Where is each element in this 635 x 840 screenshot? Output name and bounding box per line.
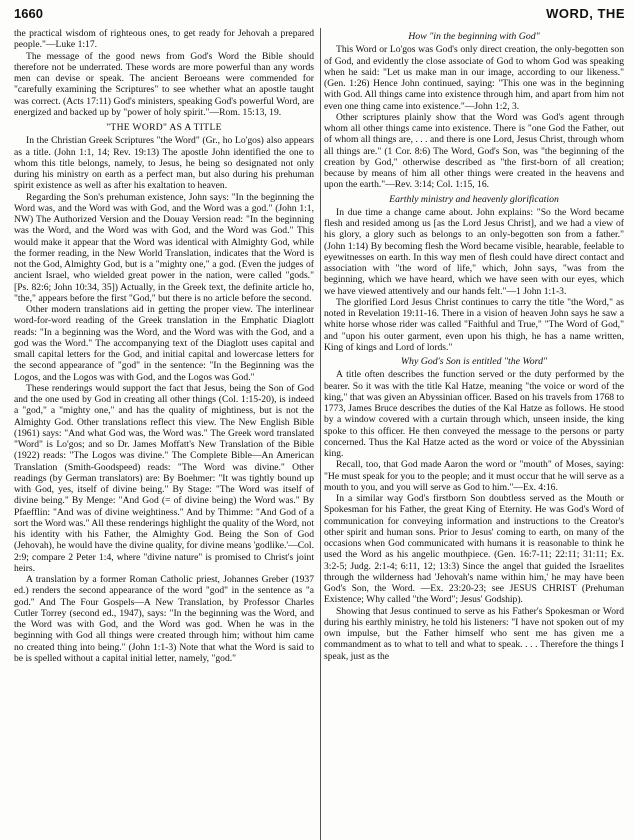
paragraph: These renderings would support the fact that Jesus, being the Son of God and the one used by God in creating all other things (Col. 1:15-20), is indeed a "god," a "mighty one," and has the quality of mightiness, but is not the Almighty God. Other translations reflect this view. The New English Bible (1961) says: "And what God was, the Word was." The Greek word translated "Word" is Lo'gos; and so Dr. James Moffatt's New Translation of the Bible (1922) reads: "The Logos was divine." The Complete Bible—An American Translation (Smith-Goodspeed) reads: "The Word was divine." Other readings (by German translators) are: By Boehmer: "It was tightly bound up with God, yes, itself of divine being." By Stage: "The Word was itself of divine being." By Menge: "And God (= of divine being) the Word was." By Pfaefflin: "And was of divine weightiness." And by Thimme: "And God of a sort the Word was." All these renderings highlight the quality of the Word, not his identity with his Father, the Almighty God. Being the Son of God (Jehovah), he would have the divine quality, for divine means 'godlike.'—Col. 2:9; compare 2 Peter 1:4, where "divine nature" is promised to Christ's joint heirs.	[14, 382, 314, 574]
paragraph: Other modern translations aid in getting the proper view. The interlinear word-for-word reading of the Greek translation in the Emphatic Diaglott reads: "In a beginning was the Word, and the Word was with the God, and a god was the Word." The accompanying text of the Diaglott uses capital and small capital letters for the God, and initial capital and lowercase letters for the second appearance of "god" in the sentence: "In the Beginning was the Logos, and the Logos was with God, and the Logos was God."	[14, 304, 314, 383]
paragraph: The message of the good news from God's Word the Bible should therefore not be underrated. These words are more powerful than any words men can devise or speak. The ancient Beroeans were commended for "carefully examining the Scriptures" to see whether what an apostle taught was correct. (Acts 17:11) God's ministers, speaking God's powerful Word, are energized and backed up by "power of holy spirit."—Rom. 15:13, 19.	[14, 50, 314, 118]
paragraph: In due time a change came about. John explains: "So the Word became flesh and resided among us [as the Lord Jesus Christ], and we had a view of his glory, a glory such as belongs to an only-begotten son from a father." (John 1:14) By becoming flesh the Word became visible, hearable, feelable to eyewitnesses on earth. In this way men of flesh could have direct contact and association with "the word of life," which, John says, "was from the beginning, which we have heard, which we have seen with our eyes, which we have viewed attentively and our hands felt."—1 John 1:1-3.	[324, 206, 624, 297]
subheading: Why God's Son is entitled "the Word"	[400, 356, 548, 367]
paragraph: In the Christian Greek Scriptures "the Word" (Gr., ho Lo'gos) also appears as a title. (John 1:1, 14; Rev. 19:13) The apostle John identified the one to whom this title belongs, namely, to Jesus, he being so designated not only during his ministry on earth as a perfect man, but also during his prehuman spirit existence as well as after his exaltation to heaven.	[14, 135, 314, 192]
subheading: Earthly ministry and heavenly glorification	[389, 193, 559, 205]
column-divider	[320, 28, 321, 840]
page-number: 1660	[14, 6, 43, 21]
left-column	[14, 28, 314, 840]
paragraph: The glorified Lord Jesus Christ continues to carry the title "the Word," as noted in Revelation 19:11-16. There in a vision of heaven John says he saw a white horse whose rider was called "Faithful and True," "The Word of God," and "upon his outer garment, even upon his thigh, he has a name written, King of kings and Lord of lords."	[324, 296, 624, 353]
paragraph: A translation by a former Roman Catholic priest, Johannes Greber (1937 ed.) renders the second appearance of the word "god" in the sentence as "a god." And The Four Gospels—A New Translation, by Professor Charles Cutler Torrey (second ed., 1947), says: "In the beginning was the Word, and the Word was with God, and the Word was god. When he was in the beginning with God all things were created through him; without him came no created thing into being." (John 1:1-3) Note that what the Word is said to be is spelled without a capital initial letter, namely, "god."	[14, 574, 314, 664]
paragraph: the practical wisdom of righteous ones, to get ready for Jehovah a prepared people."—Luke 1:17.	[14, 28, 314, 51]
paragraph: Recall, too, that God made Aaron the word or "mouth" of Moses, saying: "He must speak for you to the people; and it must occur that he will serve as a mouth to you, and you will serve as God to him."—Ex. 4:16.	[324, 459, 624, 493]
page-header	[14, 6, 625, 28]
paragraph: This Word or Lo'gos was God's only direct creation, the only-begotten son of God, and evidently the close associate of God to whom God was speaking when he said: "Let us make man in our image, according to our likeness." (Gen. 1:26) Hence John continued, saying: "This one was in the beginning with God. All things came into existence through him, and apart from him not even one thing came into existence."—John 1:2, 3.	[324, 44, 624, 112]
paragraph: Other scriptures plainly show that the Word was God's agent through whom all other things came into existence. There is "one God the Father, out of whom all things are, . . . and there is one Lord, Jesus Christ, through whom all things are." (1 Cor. 8:6) The Word, God's Son, was "the beginning of the creation by God," otherwise described as "the first-born of all creation; because by means of him all other things were created in the heavens and upon the earth."—Rev. 3:14; Col. 1:15, 16.	[324, 111, 624, 191]
section-heading: "THE WORD" AS A TITLE	[106, 122, 222, 133]
paragraph: A title often describes the function served or the duty performed by the bearer. So it was with the title Kal Hatze, meaning "the voice or word of the king," that was given an Abyssinian officer. Based on his travels from 1768 to 1773, James Bruce describes the duties of the Kal Hatze as follows. He stood by a window covered with a curtain through which, unseen inside, the king spoke to this officer. He then conveyed the message to the persons or party concerned. Thus the Kal Hatze acted as the word or voice of the Abyssinian king.	[324, 369, 624, 459]
subheading: How "in the beginning with God"	[408, 31, 540, 42]
two-column-body	[14, 28, 625, 840]
right-column	[324, 28, 624, 840]
running-title: WORD, THE	[546, 6, 625, 21]
paragraph: Showing that Jesus continued to serve as his Father's Spokesman or Word during his earthly ministry, he told his listeners: "I have not spoken out of my own impulse, but the Father himself who sent me has given me a commandment as to what to tell and what to speak. . . . Therefore the things I speak, just as the	[324, 605, 624, 662]
paragraph: Regarding the Son's prehuman existence, John says: "In the beginning the Word was, and the Word was with God, and the Word was a god." (John 1:1, NW) The Authorized Version and the Douay Version read: "In the beginning was the Word, and the Word was with God, and the Word was God." This would make it appear that the Word was identical with Almighty God, while the former reading, in the New World Translation, indicates that the Word is not the God, Almighty God, but is a "mighty one," a god. (Even the judges of ancient Israel, who wielded great power in the nation, were called "gods." [Ps. 82:6; John 10:34, 35]) Actually, in the Greek text, the definite article ho, "the," appears before the first "God," but there is no article before the second.	[14, 191, 314, 304]
paragraph: In a similar way God's firstborn Son doubtless served as the Mouth or Spokesman for his Father, the great King of Eternity. He was God's Word of communication for conveying information and instructions to the Creator's other spirit and human sons. Prior to Jesus' coming to earth, on many of the occasions when God communicated with humans it is reasonable to think he used the Word as his angelic mouthpiece. (Gen. 16:7-11; 22:11; 31:11; Ex. 3:2-5; Judg. 2:1-4; 6:11, 12; 13:3) Since the angel that guided the Israelites through the wilderness had 'Jehovah's name within him,' he may have been God's Son, the Word. —Ex. 23:20-23; see JESUS CHRIST (Prehuman Existence; Why called "the Word"; Jesus' Godship).	[324, 493, 624, 606]
